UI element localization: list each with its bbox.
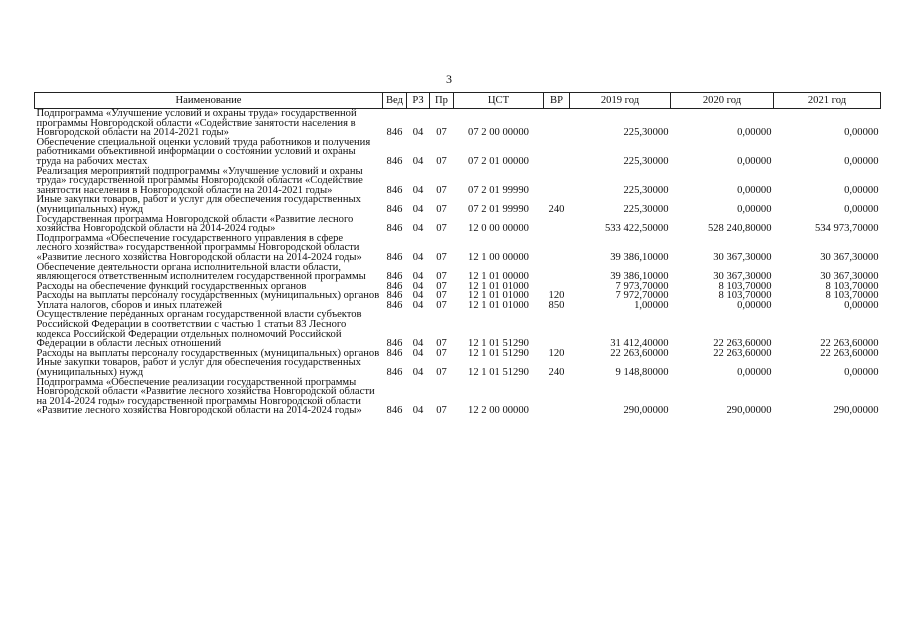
row-vr bbox=[544, 215, 570, 234]
row-vr: 240 bbox=[548, 367, 565, 379]
table-body bbox=[35, 109, 881, 417]
row-pr: 07 bbox=[436, 290, 447, 302]
row-rz: 04 bbox=[412, 280, 424, 292]
row-2021: 534 973,70000 bbox=[814, 223, 879, 235]
row-pr: 07 bbox=[436, 405, 447, 417]
row-rz: 04 bbox=[412, 290, 424, 302]
row-rz: 04 bbox=[412, 127, 424, 139]
row-2019: 39 386,10000 bbox=[610, 271, 669, 283]
row-cst: 12 1 00 00000 bbox=[468, 251, 529, 263]
row-2020: 528 240,80000 bbox=[707, 223, 772, 235]
budget-table bbox=[34, 92, 881, 416]
table-row bbox=[35, 378, 881, 416]
row-ved: 846 bbox=[386, 127, 403, 139]
row-2021: 0,00000 bbox=[844, 127, 879, 139]
row-name: Реализация мероприятий подпрограммы «Улучшение условий и охраны труда» государственной программы Новгородской области «Содействие занятости населения в Новгородской области на 2014-2021 годы» bbox=[36, 165, 363, 196]
row-2021: 0,00000 bbox=[844, 299, 879, 311]
row-ved: 846 bbox=[386, 251, 403, 263]
row-2020: 30 367,30000 bbox=[713, 251, 772, 263]
header-rz: РЗ bbox=[407, 93, 430, 109]
table-row bbox=[35, 138, 881, 167]
table-row bbox=[35, 358, 881, 377]
row-vr bbox=[544, 234, 570, 263]
row-rz: 04 bbox=[412, 251, 424, 263]
row-cst: 12 1 01 51290 bbox=[468, 338, 529, 350]
row-2021: 22 263,60000 bbox=[820, 347, 879, 359]
row-vr bbox=[544, 310, 570, 348]
table-row bbox=[35, 109, 881, 138]
table-row bbox=[35, 263, 881, 282]
row-name: Уплата налогов, сборов и иных платежей bbox=[36, 299, 223, 311]
row-2021: 0,00000 bbox=[844, 203, 879, 215]
row-2021: 290,00000 bbox=[833, 405, 879, 417]
row-pr: 07 bbox=[436, 184, 447, 196]
row-2019: 533 422,50000 bbox=[604, 223, 669, 235]
row-cst: 12 0 00 00000 bbox=[468, 223, 529, 235]
header-2020: 2020 год bbox=[671, 93, 774, 109]
row-2019: 225,30000 bbox=[623, 184, 669, 196]
row-name: Иные закупки товаров, работ и услуг для обеспечения государственных (муниципальных) нужд bbox=[36, 357, 361, 379]
row-2019: 9 148,80000 bbox=[615, 367, 669, 379]
row-vr: 850 bbox=[548, 299, 565, 311]
row-name: Подпрограмма «Обеспечение государственного управления в сфере лесного хозяйства» государственной программы Новгородской области «Развитие лесного хозяйства Новгородской области на 2014-2024 годы» bbox=[36, 232, 362, 263]
row-vr bbox=[544, 138, 570, 167]
row-pr: 07 bbox=[436, 127, 447, 139]
table-header bbox=[35, 93, 881, 109]
row-cst: 07 2 01 99990 bbox=[468, 203, 529, 215]
row-2019: 31 412,40000 bbox=[610, 338, 669, 350]
row-2020: 30 367,30000 bbox=[713, 271, 772, 283]
header-2021: 2021 год bbox=[774, 93, 881, 109]
row-name: Обеспечение специальной оценки условий труда работников и получения работниками объективной информации о состоянии условий и охраны труда на рабочих местах bbox=[36, 136, 371, 167]
row-cst: 07 2 01 99990 bbox=[468, 184, 529, 196]
table-row bbox=[35, 195, 881, 214]
row-ved: 846 bbox=[386, 405, 403, 417]
row-2020: 290,00000 bbox=[726, 405, 772, 417]
row-cst: 07 2 00 00000 bbox=[468, 127, 529, 139]
row-ved: 846 bbox=[386, 271, 403, 283]
row-rz: 04 bbox=[412, 271, 424, 283]
row-cst: 07 2 01 00000 bbox=[468, 155, 529, 167]
row-cst: 12 1 01 00000 bbox=[468, 271, 529, 283]
row-2021: 0,00000 bbox=[844, 367, 879, 379]
header-ved: Вед bbox=[383, 93, 407, 109]
row-cst: 12 1 01 01000 bbox=[468, 299, 529, 311]
row-cst: 12 1 01 51290 bbox=[468, 347, 529, 359]
row-name: Иные закупки товаров, работ и услуг для обеспечения государственных (муниципальных) нужд bbox=[36, 194, 361, 215]
row-vr bbox=[544, 378, 570, 416]
row-name: Государственная программа Новгородской области «Развитие лесного хозяйства Новгородской области на 2014-2024 годы» bbox=[36, 213, 354, 235]
row-2021: 30 367,30000 bbox=[820, 271, 879, 283]
row-pr: 07 bbox=[436, 251, 447, 263]
row-ved: 846 bbox=[386, 367, 403, 379]
row-2020: 22 263,60000 bbox=[713, 347, 772, 359]
row-name: Расходы на выплаты персоналу государственных (муниципальных) органов bbox=[36, 347, 380, 359]
table-row bbox=[35, 167, 881, 196]
row-vr bbox=[544, 109, 570, 138]
row-rz: 04 bbox=[412, 367, 424, 379]
row-2020: 0,00000 bbox=[737, 203, 772, 215]
row-vr: 240 bbox=[548, 203, 565, 215]
header-vr: ВР bbox=[544, 93, 570, 109]
row-2021: 0,00000 bbox=[844, 155, 879, 167]
row-2019: 7 973,70000 bbox=[615, 280, 669, 292]
row-rz: 04 bbox=[412, 299, 424, 311]
row-cst: 12 1 01 01000 bbox=[468, 290, 529, 302]
row-vr: 120 bbox=[548, 290, 565, 302]
row-ved: 846 bbox=[386, 338, 403, 350]
row-name: Расходы на обеспечение функций государственных органов bbox=[36, 280, 307, 292]
row-2019: 22 263,60000 bbox=[610, 347, 669, 359]
row-ved: 846 bbox=[386, 184, 403, 196]
row-name: Расходы на выплаты персоналу государственных (муниципальных) органов bbox=[36, 290, 380, 302]
row-2019: 290,00000 bbox=[623, 405, 669, 417]
row-ved: 846 bbox=[386, 280, 403, 292]
row-2019: 225,30000 bbox=[623, 127, 669, 139]
row-2019: 39 386,10000 bbox=[610, 251, 669, 263]
row-vr: 120 bbox=[548, 347, 565, 359]
table-row bbox=[35, 234, 881, 263]
row-pr: 07 bbox=[436, 347, 447, 359]
row-rz: 04 bbox=[412, 347, 424, 359]
row-2020: 0,00000 bbox=[737, 155, 772, 167]
row-vr bbox=[544, 167, 570, 196]
header-name: Наименование bbox=[35, 93, 383, 109]
row-rz: 04 bbox=[412, 184, 424, 196]
row-2021: 8 103,70000 bbox=[825, 280, 879, 292]
header-cst: ЦСТ bbox=[454, 93, 544, 109]
row-ved: 846 bbox=[386, 203, 403, 215]
row-ved: 846 bbox=[386, 155, 403, 167]
page-number: 3 bbox=[446, 72, 452, 86]
header-2019: 2019 год bbox=[570, 93, 671, 109]
table-row bbox=[35, 310, 881, 348]
table-row bbox=[35, 215, 881, 234]
row-rz: 04 bbox=[412, 155, 424, 167]
row-2020: 0,00000 bbox=[737, 127, 772, 139]
row-2021: 30 367,30000 bbox=[820, 251, 879, 263]
row-2019: 7 972,70000 bbox=[615, 290, 669, 302]
row-name: Подпрограмма «Улучшение условий и охраны труда» государственной программы Новгородской области «Содействие занятости населения в Новгородской области на 2014-2021 годы» bbox=[36, 108, 357, 139]
row-cst: 12 1 01 01000 bbox=[468, 280, 529, 292]
row-ved: 846 bbox=[386, 347, 403, 359]
row-2020: 0,00000 bbox=[737, 184, 772, 196]
row-name: Подпрограмма «Обеспечение реализации государственной программы Новгородской области «Развитие лесного хозяйства Новгородской области на 2014-2024 годы» государственной программы Новгородской области «Развитие лесного хозяйства Новгородской области на 2014-2024 годы» bbox=[36, 376, 375, 417]
row-2020: 8 103,70000 bbox=[718, 290, 772, 302]
row-ved: 846 bbox=[386, 223, 403, 235]
row-2021: 0,00000 bbox=[844, 184, 879, 196]
row-ved: 846 bbox=[386, 299, 403, 311]
row-pr: 07 bbox=[436, 367, 447, 379]
row-vr bbox=[544, 263, 570, 282]
row-pr: 07 bbox=[436, 223, 447, 235]
row-name: Обеспечение деятельности органа исполнительной власти области, являющегося ответственным исполнителем государственной программы bbox=[36, 261, 366, 283]
row-2021: 22 263,60000 bbox=[820, 338, 879, 350]
row-2020: 22 263,60000 bbox=[713, 338, 772, 350]
row-cst: 12 1 01 51290 bbox=[468, 367, 529, 379]
row-pr: 07 bbox=[436, 338, 447, 350]
row-pr: 07 bbox=[436, 280, 447, 292]
row-rz: 04 bbox=[412, 203, 424, 215]
row-2019: 225,30000 bbox=[623, 203, 669, 215]
row-2019: 1,00000 bbox=[634, 299, 669, 311]
row-2020: 8 103,70000 bbox=[718, 280, 772, 292]
row-rz: 04 bbox=[412, 405, 424, 417]
row-name: Осуществление переданных органам государственной власти субъектов Российской Федерации в соответствии с частью 1 статьи 83 Лесного кодекса Российской Федерации отдельных полномочий Российской Федерации в области лесных отношений bbox=[36, 309, 362, 350]
row-pr: 07 bbox=[436, 155, 447, 167]
row-cst: 12 2 00 00000 bbox=[468, 405, 529, 417]
row-2021: 8 103,70000 bbox=[825, 290, 879, 302]
row-ved: 846 bbox=[386, 290, 403, 302]
row-pr: 07 bbox=[436, 271, 447, 283]
row-2019: 225,30000 bbox=[623, 155, 669, 167]
row-pr: 07 bbox=[436, 299, 447, 311]
row-rz: 04 bbox=[412, 223, 424, 235]
row-2020: 0,00000 bbox=[737, 367, 772, 379]
row-pr: 07 bbox=[436, 203, 447, 215]
row-rz: 04 bbox=[412, 338, 424, 350]
row-2020: 0,00000 bbox=[737, 299, 772, 311]
header-pr: Пр bbox=[430, 93, 454, 109]
